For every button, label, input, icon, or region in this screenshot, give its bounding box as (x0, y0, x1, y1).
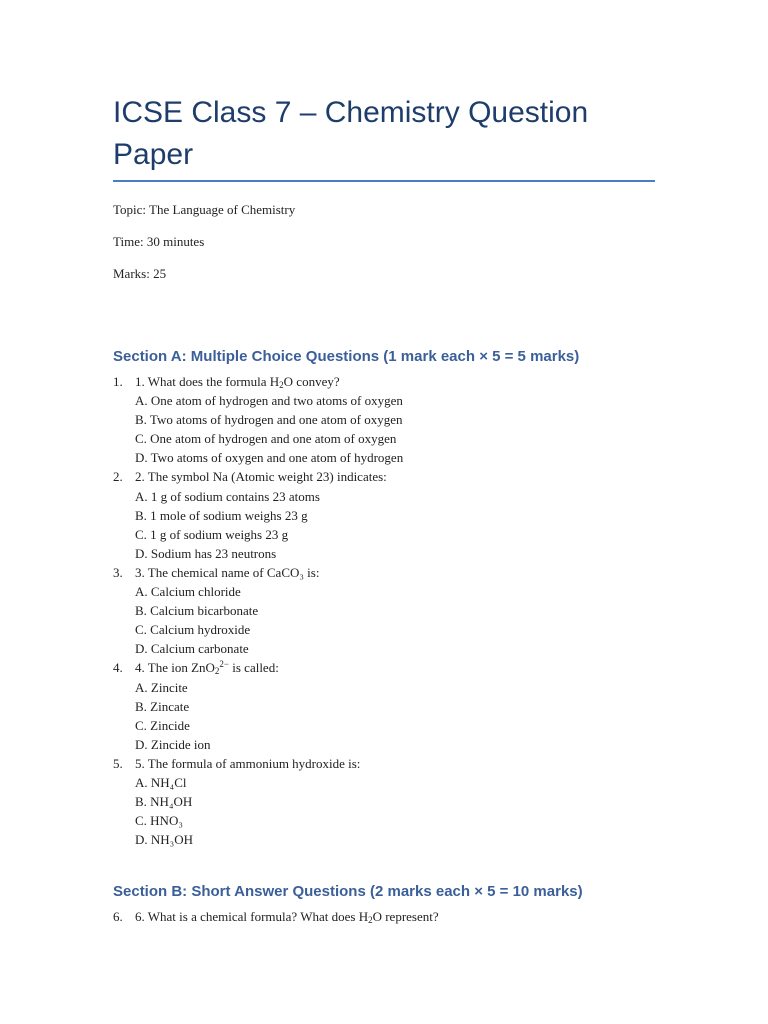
option-d: D. NH₃OH (135, 832, 193, 848)
section-b-questions (113, 907, 673, 926)
topic-line: Topic: The Language of Chemistry (113, 202, 296, 217)
section-a-questions (113, 372, 673, 849)
question-number: 3. (113, 564, 123, 580)
question-number: 2. (113, 469, 123, 485)
option-d: D. Zincide ion (135, 736, 211, 752)
section-b-heading: Section B: Short Answer Questions (2 marks each × 5 = 10 marks) (113, 883, 583, 900)
question-text: 6. What is a chemical formula? What does $H_2O$ represent? (135, 909, 439, 925)
question-text: 2. The symbol Na (Atomic weight 23) indicates: (135, 469, 387, 485)
question-text: 5. The formula of ammonium hydroxide is: (135, 755, 361, 771)
question-text: 3. The chemical name of CaCO₃ is: (135, 564, 320, 580)
option-a: A. One atom of hydrogen and two atoms of oxygen (135, 393, 403, 409)
question-text: 4. The ion ZnO$_2^{2-}$ is called: (135, 659, 279, 677)
option-a: A. Calcium chloride (135, 584, 241, 600)
question-number: 5. (113, 755, 123, 771)
question-number: 4. (113, 660, 123, 676)
option-d: D. Calcium carbonate (135, 641, 249, 657)
option-b: B. 1 mole of sodium weighs 23 g (135, 507, 308, 523)
question-6 (113, 907, 673, 926)
time-line: Time: 30 minutes (113, 234, 205, 249)
option-c: C. One atom of hydrogen and one atom of oxygen (135, 431, 397, 447)
option-c: C. 1 g of sodium weighs 23 g (135, 526, 289, 542)
option-c: C. Zincide (135, 717, 190, 733)
option-a: A. Zincite (135, 679, 188, 695)
document-title: ICSE Class 7 – Chemistry Question Paper (113, 96, 589, 171)
section-a-heading: Section A: Multiple Choice Questions (1 mark each × 5 = 5 marks) (113, 348, 580, 365)
question-1 (113, 372, 673, 467)
option-b: B. NH₄OH (135, 794, 193, 810)
question-4 (113, 658, 673, 753)
option-b: B. Zincate (135, 698, 190, 714)
option-b: B. Calcium bicarbonate (135, 603, 259, 619)
option-a: A. NH₄Cl (135, 774, 187, 790)
option-b: B. Two atoms of hydrogen and one atom of oxygen (135, 412, 403, 428)
question-2 (113, 467, 673, 562)
question-5 (113, 754, 673, 849)
question-number: 6. (113, 909, 123, 924)
option-c: C. HNO₃ (135, 813, 183, 829)
option-c: C. Calcium hydroxide (135, 622, 251, 638)
option-a: A. 1 g of sodium contains 23 atoms (135, 488, 320, 504)
option-d: D. Sodium has 23 neutrons (135, 545, 277, 561)
question-text: 1. What does the formula $H_2O$ convey? (135, 374, 340, 390)
question-number: 1. (113, 374, 123, 389)
title-divider (113, 180, 655, 182)
question-3 (113, 563, 673, 658)
marks-line: Marks: 25 (113, 266, 167, 281)
option-d: D. Two atoms of oxygen and one atom of hydrogen (135, 450, 404, 466)
